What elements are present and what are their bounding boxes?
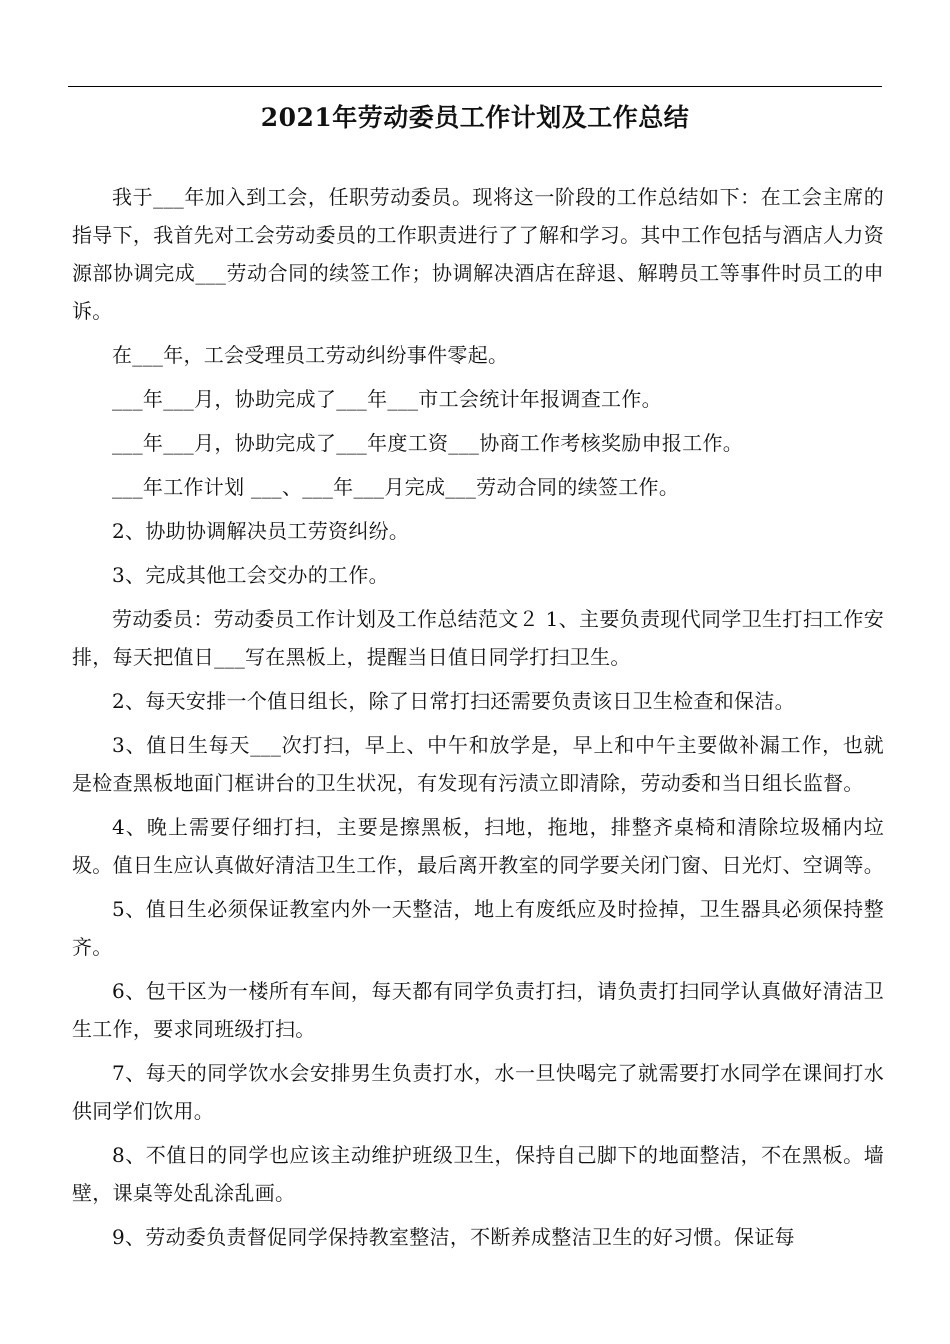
- paragraph-statistics: ___年___月，协助完成了___年___市工会统计年报调查工作。: [112, 387, 662, 411]
- paragraph-sample-2: 2、每天安排一个值日组长，除了日常打扫还需要负责该日卫生检查和保洁。: [112, 689, 795, 713]
- paragraph-sample-3: 3、值日生每天___次打扫，早上、中午和放学是，早上和中午主要做补漏工作，也就是检查黑板地面门框讲台的卫生状况，有发现有污渍立即清除，劳动委和当日组长监督。: [72, 733, 884, 795]
- header-rule: [68, 86, 882, 87]
- paragraph-sample-9: 9、劳动委负责督促同学保持教室整洁，不断养成整洁卫生的好习惯。保证每: [112, 1225, 795, 1249]
- paragraph-disputes: 在___年，工会受理员工劳动纠纷事件零起。: [112, 343, 509, 367]
- paragraph-sample-4: 4、晚上需要仔细打扫，主要是擦黑板，扫地，拖地，排整齐桌椅和清除垃圾桶内垃圾。值日生应认真做好清洁卫生工作，最后离开教室的同学要关闭门窗、日光灯、空调等。: [72, 815, 884, 877]
- paragraph-plan-1: ___年工作计划 ___、___年___月完成___劳动合同的续签工作。: [112, 475, 680, 499]
- paragraph-sample-8: 8、不值日的同学也应该主动维护班级卫生，保持自己脚下的地面整洁，不在黑板。墙壁，课桌等处乱涂乱画。: [72, 1143, 884, 1205]
- paragraph-sample-6: 6、包干区为一楼所有车间，每天都有同学负责打扫，请负责打扫同学认真做好清洁卫生工作，要求同班级打扫。: [72, 979, 884, 1041]
- paragraph-plan-3: 3、完成其他工会交办的工作。: [112, 563, 389, 587]
- paragraph-wages: ___年___月，协助完成了___年度工资___协商工作考核奖励申报工作。: [112, 431, 744, 455]
- paragraph-plan-2: 2、协助协调解决员工劳资纠纷。: [112, 519, 410, 543]
- paragraph-intro: 我于___年加入到工会，任职劳动委员。现将这一阶段的工作总结如下：在工会主席的指导下，我首先对工会劳动委员的工作职责进行了了解和学习。其中工作包括与酒店人力资源部协调完成___劳动合同的续签工作；协调解决酒店在辞退、解聘员工等事件时员工的申诉。: [72, 185, 884, 323]
- paragraph-sample-1: 劳动委员：劳动委员工作计划及工作总结范文２ 1、主要负责现代同学卫生打扫工作安排，每天把值日___写在黑板上，提醒当日值日同学打扫卫生。: [72, 607, 884, 669]
- document-title: 2021年劳动委员工作计划及工作总结: [260, 103, 690, 132]
- paragraph-sample-5: 5、值日生必须保证教室内外一天整洁，地上有废纸应及时捡掉，卫生器具必须保持整齐。: [72, 897, 884, 959]
- document-body: [72, 178, 884, 1262]
- paragraph-sample-7: 7、每天的同学饮水会安排男生负责打水，水一旦快喝完了就需要打水同学在课间打水供同学们饮用。: [72, 1061, 884, 1123]
